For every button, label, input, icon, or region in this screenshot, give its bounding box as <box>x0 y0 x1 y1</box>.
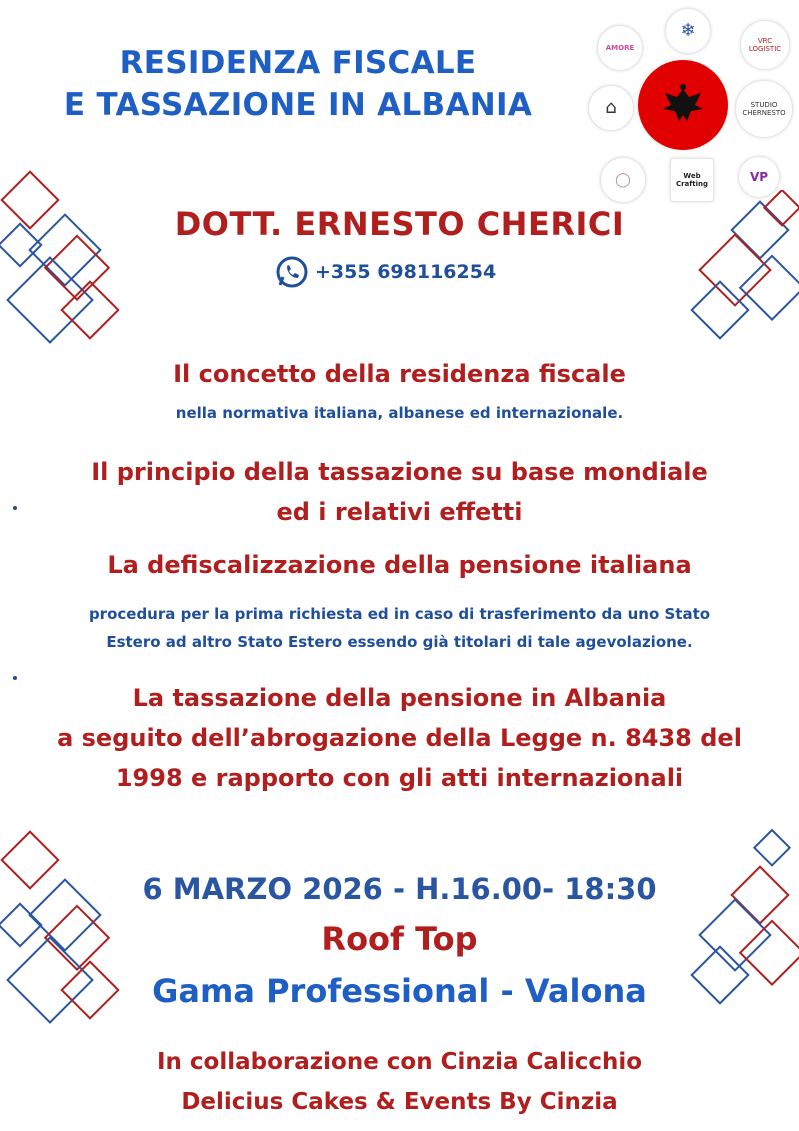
snowflake-icon: ❄ <box>680 20 696 41</box>
logo-circle-icon: ◯ <box>615 172 631 188</box>
topic-1-subtitle: nella normativa italiana, albanese ed internazionale. <box>175 404 624 422</box>
event-date: 6 MARZO 2026 - H.16.00- 18:30 <box>142 872 657 906</box>
collaboration-line-2: Delicius Cakes & Events By Cinzia <box>181 1089 618 1115</box>
logo-web-crafting <box>670 158 714 202</box>
collaboration <box>0 1042 799 1122</box>
page-title <box>28 42 568 126</box>
logo-amore <box>597 25 643 71</box>
topic-1-title: Il concetto della residenza fiscale <box>173 360 626 388</box>
logo-web-crafting-text: Web Crafting <box>675 172 709 188</box>
topic-2-line-1: Il principio della tassazione su base mondiale <box>91 458 708 486</box>
speaker-name: DOTT. ERNESTO CHERICI <box>174 205 625 243</box>
topic-3-sub-line-1: procedura per la prima richiesta ed in caso di trasferimento da uno Stato <box>88 605 711 623</box>
logo-vrc-logistic <box>740 20 790 70</box>
topic-3-title: La defiscalizzazione della pensione italiana <box>107 551 692 579</box>
event-venue-line-1: Roof Top <box>321 920 478 958</box>
decorative-diamonds-top-left <box>0 150 135 360</box>
logo-house <box>588 85 634 131</box>
topic-4-line-1: La tassazione della pensione in Albania <box>132 684 667 712</box>
topic-4-title <box>0 678 799 798</box>
topic-4-line-3: 1998 e rapporto con gli atti internazionali <box>115 764 684 792</box>
event-venue-line-2: Gama Professional - Valona <box>152 972 647 1010</box>
title-line-1: RESIDENZA FISCALE <box>119 45 477 81</box>
title-line-2: E TASSAZIONE IN ALBANIA <box>63 87 533 123</box>
logo-amore-text: AMORE <box>605 44 635 52</box>
logo-vrc-text: VRC LOGISTIC <box>748 37 782 53</box>
logo-vp <box>738 156 780 198</box>
topic-2-line-2: ed i relativi effetti <box>276 498 523 526</box>
eagle-icon <box>653 75 713 135</box>
collaboration-line-1: In collaborazione con Cinzia Calicchio <box>156 1049 643 1075</box>
topic-3-subtitle <box>0 600 799 656</box>
logo-studio-text: STUDIO CHERNESTO <box>742 101 786 117</box>
phone-row <box>275 255 496 289</box>
topic-4-line-2: a seguito dell’abrogazione della Legge n. 8438 del <box>57 724 742 752</box>
logo-vp-text: VP <box>749 170 769 184</box>
logo-snowflake <box>665 8 711 54</box>
topic-2-title <box>0 452 799 532</box>
phone-number: +355 698116254 <box>315 261 497 283</box>
house-icon: ⌂ <box>605 97 617 118</box>
logo-main-eagle <box>638 60 728 150</box>
logo-circle-small <box>600 157 646 203</box>
logo-studio-chernesto <box>735 80 793 138</box>
bullet-dot <box>13 506 17 510</box>
topic-3-sub-line-2: Estero ad altro Stato Estero essendo già titolari di tale agevolazione. <box>106 633 693 651</box>
whatsapp-icon <box>275 255 309 289</box>
